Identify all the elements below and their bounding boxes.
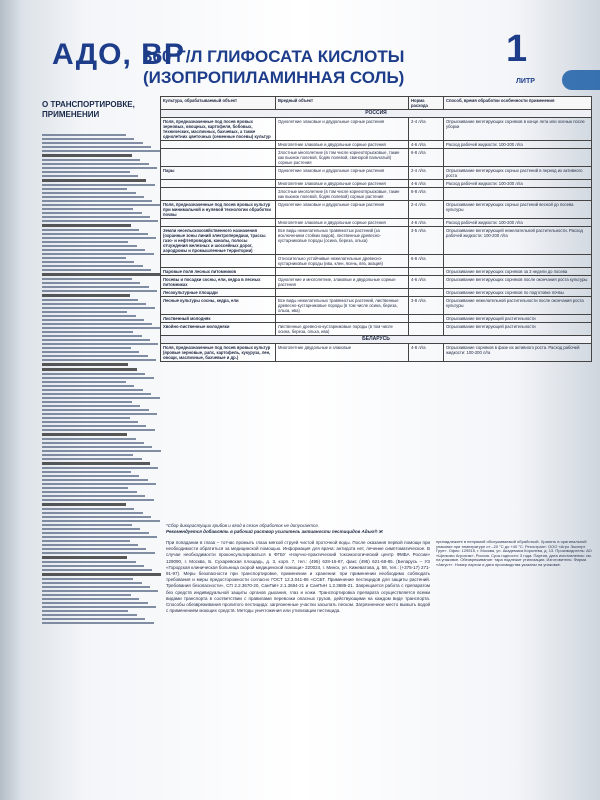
cell-rate <box>409 268 444 276</box>
cell-method <box>444 255 592 268</box>
cell-method: Опрыскивание вегетирующих сорных растений в период их активного роста <box>444 167 592 180</box>
note-adjuvant: Рекомендуется добавлять в рабочий раствор усилитель активности пестицидов Адью® Ж <box>166 529 383 534</box>
fine-print-line <box>42 590 158 592</box>
cell-pest: Злостные многолетние (в том числе корнеотпрысковые, такие как вьюнок полевой, бодяк полевой) сорные растения <box>276 188 409 201</box>
cell-crop <box>161 188 276 201</box>
title-line-1: 360 Г/Л ГЛИФОСАТА КИСЛОТЫ <box>143 47 405 66</box>
cell-pest: Все виды нежелательных травянистых растений (за исключением стойких видов), лиственные древесно-кустарниковые породы (осина, береза, ольха) <box>276 227 409 255</box>
fine-print-line <box>42 471 131 473</box>
fine-print-line <box>42 528 140 530</box>
fine-print-line <box>42 184 155 186</box>
cell-method: Опрыскивание вегетирующих сорняков за 3 недели до посева <box>444 268 592 276</box>
fine-print-line <box>42 573 161 576</box>
cell-pest: Многолетние двудольные и злаковые <box>276 344 409 362</box>
fine-print-line <box>42 163 149 165</box>
table-row <box>161 219 592 227</box>
fine-print-line <box>42 363 128 366</box>
fine-print-line <box>42 278 132 280</box>
fine-print-line <box>42 179 146 182</box>
application-table <box>160 96 592 362</box>
cell-crop: Поля, предназначенные под посев яровых зерновых, овощных, картофеля, бобовых, технических, масличных, бахчевых, а также однолетних цветочных (семенные посевы) культур <box>161 118 276 141</box>
fine-print-line <box>42 339 150 341</box>
cell-crop: Паровые поля лесных питомников <box>161 268 276 276</box>
cell-crop <box>161 219 276 227</box>
cell-pest: Однолетние злаковые и двудольные сорные растения <box>276 118 409 141</box>
table-header-row <box>161 97 592 110</box>
left-heading-line-1: О ТРАНСПОРТИРОВКЕ, <box>42 100 135 109</box>
fine-print-line <box>42 208 133 210</box>
fine-print-line <box>42 142 143 144</box>
fine-print-line <box>42 409 149 411</box>
cell-pest <box>276 268 409 276</box>
cell-pest: Многолетние злаковые и двудольные сорные растения <box>276 219 409 227</box>
cell-method: Расход рабочей жидкости: 100-200 л/га <box>444 141 592 149</box>
fine-print-line <box>42 381 126 383</box>
fine-print-line <box>42 257 126 259</box>
cell-rate: 4-6 л/га <box>409 141 444 149</box>
left-heading-line-2: ПРИМЕНЕНИИ <box>42 110 100 119</box>
fine-print-line <box>42 606 156 608</box>
cell-crop: Пары <box>161 167 276 180</box>
table-row <box>161 255 592 268</box>
cell-method <box>444 188 592 201</box>
fine-print-line <box>42 138 134 140</box>
fine-print-line <box>42 290 157 292</box>
fine-print-line <box>42 454 133 456</box>
left-heading <box>42 100 162 120</box>
table-row <box>161 149 592 167</box>
fine-print-line <box>42 582 142 584</box>
cell-rate: 2-4 л/га <box>409 118 444 141</box>
table-row <box>161 276 592 289</box>
fine-print-line <box>42 433 127 436</box>
cell-method: Опрыскивание вегетирующих сорняков в конце лета или осенью после уборки <box>444 118 592 141</box>
header-method: Способ, время обработки особенности применения <box>444 97 592 110</box>
fine-print-line <box>42 458 142 460</box>
fine-print-line <box>42 569 152 571</box>
table-row <box>161 323 592 336</box>
fine-print-line <box>42 196 144 198</box>
fine-print-line <box>42 446 152 448</box>
cell-method: Опрыскивание вегетирующей нежелательной растительности. Расход рабочей жидкости: 100-200 л/га <box>444 227 592 255</box>
fine-print-line <box>42 610 128 612</box>
fine-print-line <box>42 204 161 206</box>
cell-method <box>444 149 592 167</box>
fine-print-line <box>42 159 140 161</box>
cell-method: Расход рабочей жидкости: 100-200 л/га <box>444 180 592 188</box>
fine-print-line <box>42 475 139 477</box>
fine-print-line <box>42 368 137 371</box>
fine-print-line <box>42 425 146 427</box>
cell-method: Опрыскивание вегетирующих сорных растений весной до посева культуры <box>444 201 592 219</box>
table-row <box>161 227 592 255</box>
fine-print-line <box>42 241 128 243</box>
cell-pest: Многолетние злаковые и двудольные сорные растения <box>276 141 409 149</box>
cell-crop <box>161 180 276 188</box>
fine-print-line <box>42 233 148 235</box>
fine-print-line <box>42 154 132 157</box>
fine-print-line <box>42 450 161 452</box>
cell-crop <box>161 141 276 149</box>
fine-print-line <box>42 491 137 493</box>
fine-print-line <box>42 540 130 542</box>
fine-print-line <box>42 327 161 329</box>
cell-method: Опрыскивание сорняков в фазе их активного роста. Расход рабочей жидкости: 100-200 л/га <box>444 344 592 362</box>
fine-print-line <box>42 532 149 534</box>
fine-print-line <box>42 397 160 399</box>
fine-print-line <box>42 261 134 263</box>
table-row <box>161 167 592 180</box>
fine-print-line <box>42 150 160 152</box>
fine-print-line <box>42 536 157 538</box>
fine-print-line <box>42 598 139 600</box>
fine-print-line <box>42 520 160 522</box>
cell-rate: 4-8 л/га <box>409 344 444 362</box>
table-row <box>161 268 592 276</box>
fine-print-line <box>42 393 151 395</box>
cell-rate: 3-8 л/га <box>409 297 444 315</box>
cell-rate: 4-6 л/га <box>409 180 444 188</box>
cell-pest: Многолетние злаковые и двудольные сорные растения <box>276 180 409 188</box>
fine-print-line <box>42 315 136 317</box>
fine-print-line <box>42 355 148 357</box>
fine-print-line <box>42 578 133 580</box>
fine-print-line <box>42 146 151 148</box>
cell-pest <box>276 315 409 323</box>
fine-print-line <box>42 429 155 431</box>
fine-print-line <box>42 273 160 276</box>
fine-print-line <box>42 524 132 526</box>
fine-print-line <box>42 552 155 554</box>
fine-print-line <box>42 294 130 297</box>
table-notes <box>166 523 586 535</box>
fine-print-line <box>42 331 133 333</box>
fine-print-line <box>42 265 143 267</box>
fine-print-line <box>42 561 136 563</box>
table-row <box>161 180 592 188</box>
fine-print-line <box>42 483 156 485</box>
fine-print-line <box>42 614 137 616</box>
fine-print-line <box>42 503 126 506</box>
fine-print-line <box>42 229 139 231</box>
cell-method: Опрыскивание вегетирующей растительности <box>444 323 592 336</box>
fine-print-line <box>42 323 152 325</box>
cell-rate: 6-8 л/га <box>409 149 444 167</box>
fine-print-line <box>42 307 155 309</box>
cell-rate: 4-6 л/га <box>409 276 444 289</box>
region-row-belarus <box>161 336 592 344</box>
curved-fine-print <box>42 134 162 624</box>
table-row <box>161 344 592 362</box>
cell-crop: Лиственный молодняк <box>161 315 276 323</box>
fine-print-line <box>42 249 145 251</box>
fine-print-line <box>42 224 131 227</box>
fine-print-line <box>42 134 126 136</box>
fine-print-line <box>42 462 150 465</box>
table-row <box>161 188 592 201</box>
table-row <box>161 297 592 315</box>
cell-rate <box>409 289 444 297</box>
fine-print-line <box>42 192 136 194</box>
cell-rate: 3-5 л/га <box>409 227 444 255</box>
fine-print-line <box>42 220 158 222</box>
cell-rate: 6-8 л/га <box>409 188 444 201</box>
fine-print-line <box>42 167 157 169</box>
volume-number: 1 <box>506 28 528 70</box>
table-row <box>161 289 592 297</box>
cell-rate <box>409 323 444 336</box>
cell-pest: Все виды нежелательных травянистых растений, лиственные древесно-кустарниковые породы (в том числе осина, береза, ольха, ива) <box>276 297 409 315</box>
safety-text: При попадании в глаза – тотчас промыть глаза мягкой струей чистой проточной воды. После оказания первой помощи при необходимости обратиться за медицинской помощью. Информация для врача: антидота нет, лечение симптоматическое. В случае необходимости проконсультироваться в ФГБУ «Научно-практический токсикологический центр ФМБА России» 129090, г. Москва, Б. Сухаревская площадь, д. 3, корп. 7, тел.: (495) 628-16-87, факс (495) 621-68-85. (Беларусь – УЗ «Городская клиническая больница скорой медицинской помощи» 220024, г. Минск, ул. Кижеватова, д. 58, тел.: (+375-17) 271-91-97). Меры безопасности при транспортировке, применении и хранении: при применении необходимо соблюдать требования и меры предосторожности согласно ГОСТ 12.3.041-86 «ССБТ. Применение пестицидов для защиты растений. Требования безопасности», СП 2.2.3670-20, СанПиН 2.1.3684-21 и СанПиН 1.2.3685-21. Запрещается работа с препаратом без средств индивидуальной защиты органов дыхания, глаз и кожи. Транспортировка препарата осуществляется всеми видами транспорта в соответствии с правилами перевозки опасных грузов, действующими на каждом виде транспорта. Способы обезвреживания пролитого пестицида: загрязненные участки засыпать песком. Загрязненное место вымыть водой с применением моющих средств. Методы уничтожения или утилизации пестицида. <box>166 540 430 614</box>
fine-print-line <box>42 479 148 481</box>
header-rate: Норма расхода <box>409 97 444 110</box>
region-row-russia <box>161 110 592 118</box>
fine-print-line <box>42 565 144 567</box>
fine-print-line <box>42 413 157 415</box>
fine-print-line <box>42 171 130 173</box>
fine-print-line <box>42 618 145 620</box>
cell-crop <box>161 255 276 268</box>
table-row <box>161 118 592 141</box>
cell-method: Опрыскивание вегетирующих сорняков по подготовке почвы <box>444 289 592 297</box>
note-mushrooms: *Сбор дикорастущих грибов и ягод в сезон обработок не допускается. <box>166 523 319 528</box>
brand-name: АДО, ВР <box>52 38 185 71</box>
cell-rate: 6-8 л/га <box>409 255 444 268</box>
fine-print-line <box>42 216 150 218</box>
cell-pest: Однолетние злаковые и двудольные сорные растения <box>276 167 409 180</box>
cell-crop <box>161 149 276 167</box>
brand-stripe <box>562 70 600 90</box>
region-russia: РОССИЯ <box>161 110 592 118</box>
fine-print-line <box>42 442 144 444</box>
fine-print-line <box>42 421 138 423</box>
cell-rate <box>409 315 444 323</box>
fine-print-line <box>42 351 139 353</box>
fine-print-line <box>42 311 127 313</box>
fine-print-line <box>42 253 154 255</box>
cell-crop: Поля, предназначенные под посев яровых культур при минимальной и нулевой технологии обработки почвы <box>161 201 276 219</box>
fine-print-line <box>42 401 132 403</box>
fine-print-line <box>42 188 127 190</box>
cell-crop: Посевы и посадки сосны, ели, кедра в лесных питомниках <box>161 276 276 289</box>
fine-print-line <box>42 438 136 440</box>
fine-print-line <box>42 499 154 501</box>
fine-print-line <box>42 303 146 305</box>
fine-print-line <box>42 495 145 497</box>
fine-print-line <box>42 319 144 321</box>
cell-method: Опрыскивание нежелательной растительности после окончания роста культуры <box>444 297 592 315</box>
fine-print-line <box>42 516 151 518</box>
cell-crop: Лесокультурные площади <box>161 289 276 297</box>
product-title <box>143 46 404 88</box>
fine-print-line <box>42 602 148 604</box>
title-line-2: (ИЗОПРОПИЛАМИННАЯ СОЛЬ) <box>143 68 405 87</box>
cell-rate: 4-6 л/га <box>409 219 444 227</box>
fine-print-line <box>42 544 138 546</box>
cell-method: Опрыскивание вегетирующих сорняков после окончания роста культуры <box>444 276 592 289</box>
cell-rate: 2-4 л/га <box>409 201 444 219</box>
fine-print-line <box>42 487 128 489</box>
cell-crop: Поля, предназначенные под посев яровых культур (яровые зерновые, рапс, картофель, кукуруза, лен, овощи, масличные, бахчевые и др.) <box>161 344 276 362</box>
header-crop: Культура, обрабатываемый объект <box>161 97 276 110</box>
cell-crop: Лесные культуры сосны, кедра, ели <box>161 297 276 315</box>
fine-print-line <box>42 286 149 288</box>
fine-print-line <box>42 594 131 596</box>
fine-print-line <box>42 556 127 559</box>
fine-print-line <box>42 508 134 510</box>
header-pest: Вредный объект <box>276 97 409 110</box>
fine-print-line <box>42 335 142 337</box>
table-row <box>161 201 592 219</box>
cell-pest: Относительно устойчивые нежелательные древесно-кустарниковые породы (ива, клен, ясень, вяз, акация) <box>276 255 409 268</box>
table-row <box>161 315 592 323</box>
fine-print-line <box>42 548 146 550</box>
region-belarus: БЕЛАРУСЬ <box>161 336 592 344</box>
fine-print-line <box>42 405 140 407</box>
fine-print-line <box>42 512 143 514</box>
fine-print-line <box>42 175 138 177</box>
fine-print-line <box>42 347 131 349</box>
fine-print-line <box>42 385 134 387</box>
fine-print-line <box>42 212 142 214</box>
left-instructions <box>42 100 162 626</box>
volume-unit: ЛИТР <box>516 78 535 85</box>
fine-print-line <box>42 343 158 345</box>
fine-print-line <box>42 299 138 301</box>
cell-pest: Злостные многолетние (в том числе корнеотпрысковые, такие как вьюнок полевой, бодяк полевой, свинорой пальчатый) сорные растения <box>276 149 409 167</box>
table-row <box>161 141 592 149</box>
cell-pest <box>276 289 409 297</box>
fine-print-line <box>42 282 140 284</box>
fine-print-line <box>42 389 143 391</box>
fine-print-line <box>42 417 130 419</box>
fine-print-line <box>42 269 151 271</box>
fine-print-line <box>42 237 156 239</box>
cell-rate: 2-4 л/га <box>409 167 444 180</box>
fine-print-line <box>42 622 154 624</box>
fine-print-line <box>42 359 156 361</box>
cell-pest: Лиственные древесно-кустарниковые породы (в том числе осина, береза, ольха, ива) <box>276 323 409 336</box>
fine-print-line <box>42 200 152 202</box>
cell-method: Расход рабочей жидкости: 100-200 л/га <box>444 219 592 227</box>
fine-print-line <box>42 373 145 375</box>
cell-method: Опрыскивание вегетирующей растительности <box>444 315 592 323</box>
fine-print-line <box>42 467 158 469</box>
storage-text: принадлежите в непрямой обслуживаемой обработкой. Хранить в оригинальной упаковке при температуре от –20 °С до +40 °С. Регистрант: ООО «Агро Эксперт Груп». Офис: 129515, г. Москва, ул. Академика Королева, д. 13. Производитель: АО «Щелково Агрохим», Россия. Срок годности: 3 года. Партия, дата изготовления: см. на упаковке. Обезвреживание: тара подлежит утилизации. Изготовитель: Фирма «Август». Номер партии и дата производства указаны на упаковке. <box>436 539 592 567</box>
cell-pest: Однолетние и многолетние, злаковые и двудольные сорные растения <box>276 276 409 289</box>
cell-crop: Хвойно-лиственные молодняки <box>161 323 276 336</box>
fine-print-line <box>42 586 150 588</box>
cell-crop: Земли несельскохозяйственного назначения (охранные зоны линий электропередачи, трассы газо- и нефтепроводов, каналы, полосы отчуждения железных и шоссейных дорог, аэродромы и промышленные территории) <box>161 227 276 255</box>
fine-print-line <box>42 377 154 379</box>
fine-print-line <box>42 245 137 247</box>
cell-pest: Однолетние злаковые и двудольные сорные растения <box>276 201 409 219</box>
